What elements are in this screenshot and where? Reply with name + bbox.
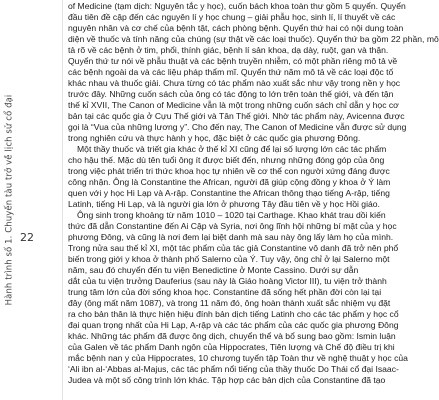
text-line: phương Đông, và cũng là nơi đem lại biệt danh mà sau này ông lấy làm họ của mình. [68,232,394,242]
text-line: khác nhau và thuốc giải. Chưa từng có tác phẩm nào xuất sắc như vậy trong nền y học [68,78,401,88]
text-line: trong việc phát triển tri thức khoa học tự nhiên về cơ thể con người xứng đáng được [68,166,390,176]
text-line: của Galen về tác phẩm Danh ngôn của Hippocrates, Tiên lượng và Chế độ điều trị khi [68,342,395,352]
running-header-text: Hành trình số 1. Chuyến tàu trở về lịch sử cổ đại [4,94,14,306]
body-text [68,0,439,400]
text-line: đầu tiên đề cập đến các nguyên lí y học chung – giải phẫu học, sinh lí, lí thuyết về các [68,12,396,22]
text-line: Trong nửa sau thế kỉ XI, một tác phẩm của tác giả Constantine vô danh đã trở nên phổ [68,243,399,253]
text-line: quen với y học Hi Lạp và A-rập. Constantine the African thông thạo tiếng A-rập, tiếng [68,188,390,198]
page-number: 22 [20,231,34,244]
text-line: cho hậu thế. Mặc dù tên tuổi ông ít được biết đến, nhưng những đóng góp của ông [68,155,385,165]
text-line: Latinh, tiếng Hi Lạp, và là người gia lớn ở phương Tây đầu tiên về y học Hồi giáo. [68,199,380,209]
text-line: Quyển thứ tư nói về phẫu thuật và các bệnh truyền nhiễm, có một phần riêng mô tả về [68,56,398,66]
text-line: bản tại các quốc gia ở Cựu Thế giới và Tân Thế giới. Nhờ tác phẩm này, Avicenna được [68,111,405,121]
text-line: of Medicine (tạm dịch: Nguyên tắc y học), cuốn bách khoa toàn thư gồm 5 quyển. Quyển [68,1,406,11]
text-line: năm, sau đó chuyển đến tu viện Benedictine ở Monte Cassino. Dưới sự dẫn [68,265,359,275]
text-line: gọi là “Vua của những lương y”. Cho đến nay, The Canon of Medicine vẫn được sử dụng [68,122,407,132]
text-line: nguyên nhân và cơ chế của bệnh tật, cách phòng bệnh. Quyển thứ hai có nội dung toàn [68,23,404,33]
text-line: ‘Ali ibn al-‘Abbas al-Majus, các tác phẩm nổi tiếng của thầy thuốc Do Thái cổ đại Isaac- [68,364,399,374]
text-line: ra cho bản thân là thực hiện hiệu đính bản dịch tiếng Latinh cho các tác phẩm y học cổ [68,309,399,319]
text-line: dắt của tu viện trưởng Dauferius (sau này là Giáo hoàng Victor III), tu viện trở thành [68,276,387,286]
text-line: Judea và một số công trình lớn khác. Tập hợp các bản dịch của Constantine đã tạo [68,375,386,385]
text-line: Ông sinh trong khoảng từ năm 1010 – 1020 tại Carthage. Khao khát trau dồi kiến [77,210,386,220]
text-line: trong nghiên cứu và thực hành y học, đặc biệt ở các quốc gia phương Đông. [68,133,361,143]
text-line: thế kỉ XVII, The Canon of Medicine vẫn là một trong những cuốn sách chỉ dẫn y học cơ [68,100,399,110]
text-line: tả rõ về các bệnh ở tim, phổi, thính giác, bệnh lí sản khoa, dạ dày, ruột, gan và thận. [68,45,389,55]
running-header [0,0,18,400]
page-margin [0,0,64,400]
margin-divider [62,0,63,400]
text-line: biến trong giới y khoa ở thành phố Salerno của Ý. Tuy vậy, ông chỉ ở lại Salerno một [68,254,390,264]
text-line: trung tâm lớn của đời sống khoa học. Constantine đã sống hết phần đời còn lại tại [68,287,382,297]
text-line: các bệnh ngoài da và các liệu pháp thẩm mĩ. Quyển thứ năm mô tả về các loại độc tố [68,67,394,77]
text-line: trước đây. Những cuốn sách của ông có tác động to lớn trên toàn thế giới, và đến tận [68,89,394,99]
text-line: mắc bệnh nan y của Hippocrates, 10 chương tuyển tập Toàn thư về nghệ thuật y học của [68,353,408,363]
text-line: Một thầy thuốc và triết gia khác ở thế kỉ XI cũng để lại số lượng lớn các tác phẩm [77,144,387,154]
text-line: khác. Những tác phẩm đã được ông dịch, chuyển thể và bổ sung bao gồm: Ismin luận [68,331,396,341]
text-line: đại quan trọng nhất của Hi Lạp, A-rập và các tác phẩm của các quốc gia phương Đông [68,320,399,330]
text-line: thức đã dẫn Constantine đến Ai Cập và Syria, nơi ông lĩnh hội những bí mật của y học [68,221,397,231]
text-line: đây (ông mất năm 1087), và trong 11 năm đó, ông hoàn thành xuất sắc nhiệm vụ đặt [68,298,391,308]
text-line: diện về thuốc và tính năng của chúng (sự thật về các loại thuốc). Quyển thứ ba gồm 22 phần, mô [68,34,439,44]
text-line: công nhận. Ông là Constantine the African, người đã giúp cộng đồng y khoa ở Ý làm [68,177,391,187]
